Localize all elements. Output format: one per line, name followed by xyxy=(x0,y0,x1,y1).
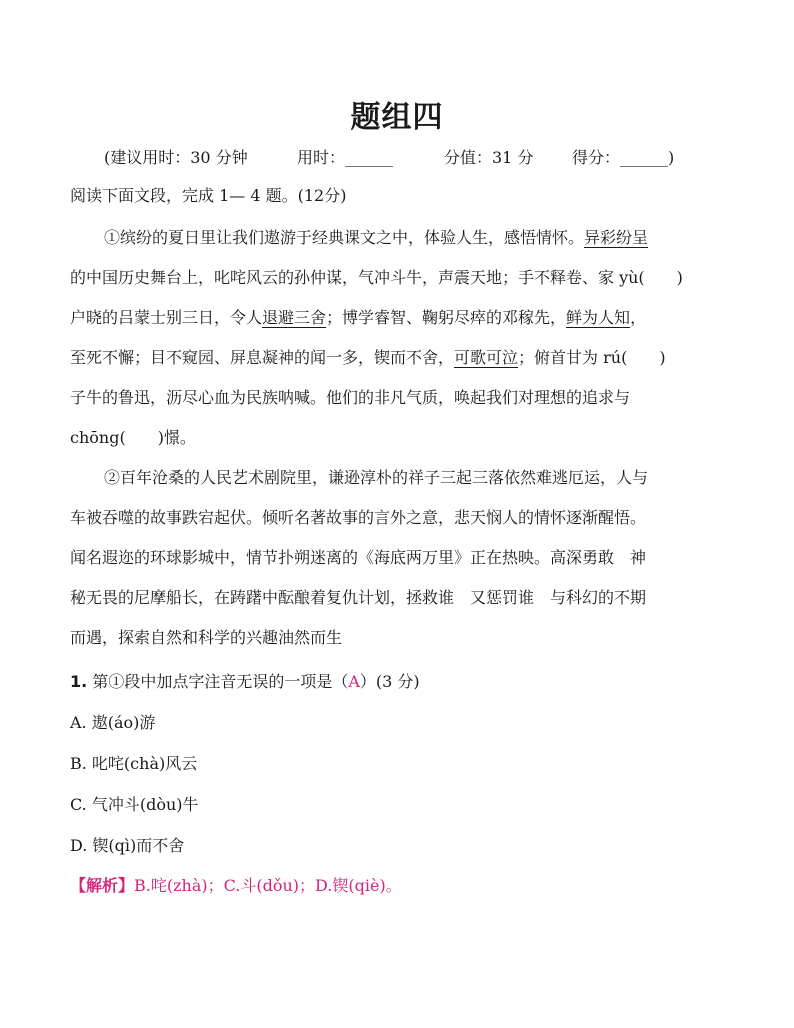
page-title: 题组四 xyxy=(350,100,444,135)
paragraph-2-line-5: 而遇，探索自然和科学的兴趣油然而生 xyxy=(70,628,343,647)
option-b: B. 叱咤(chà)风云 xyxy=(70,754,198,773)
answer-letter: A xyxy=(348,672,360,691)
paragraph-1-line-5: 子牛的鲁迅，沥尽心血为民族呐喊。他们的非凡气质，唤起我们对理想的追求与 xyxy=(70,388,631,407)
analysis-tag: 【解析】 xyxy=(70,876,135,895)
underlined-idiom: 异彩纷呈 xyxy=(584,228,649,247)
paragraph-1-line-3: 户晓的吕蒙士别三日，令人退避三舍；博学睿智、鞠躬尽瘁的邓稼先，鲜为人知， xyxy=(70,308,647,327)
underlined-idiom: 可歌可泣 xyxy=(454,348,519,367)
score-got: 得分：______) xyxy=(572,148,675,167)
analysis xyxy=(70,873,402,896)
paragraph-2-line-3: 闻名遐迩的环球影城中，情节扑朔迷离的《海底两万里》正在热映。高深勇敢 神 xyxy=(70,548,647,567)
paragraph-1 xyxy=(70,218,730,458)
question-1-stem: 1. 第①段中加点字注音无误的一项是（A）(3 分) xyxy=(70,672,420,691)
paragraph-2-line-1: ②百年沧桑的人民艺术剧院里，谦逊淳朴的祥子三起三落依然难逃厄运，人与 xyxy=(104,468,649,487)
underlined-idiom: 鲜为人知 xyxy=(566,308,631,327)
score-value: 分值：31 分 xyxy=(444,148,534,167)
time-used: 用时：______ xyxy=(297,148,394,167)
reading-instruction: 阅读下面文段，完成 1— 4 题。(12分) xyxy=(70,186,347,205)
option-d: D. 锲(qì)而不舍 xyxy=(70,836,185,855)
underlined-idiom: 退避三舍 xyxy=(262,308,327,327)
paragraph-1-line-2: 的中国历史舞台上，叱咤风云的孙仲谋，气冲斗牛，声震天地；手不释卷、家 yù( ) xyxy=(70,268,683,287)
paragraph-2 xyxy=(70,458,730,658)
question-number: 1. xyxy=(70,672,88,691)
option-a: A. 遨(áo)游 xyxy=(70,713,156,732)
exercise-meta xyxy=(104,145,744,168)
suggested-time: (建议用时：30 分钟 xyxy=(104,148,248,167)
paragraph-2-line-2: 车被吞噬的故事跌宕起伏。倾听名著故事的言外之意，悲天悯人的情怀逐渐醒悟。 xyxy=(70,508,647,527)
option-c: C. 气冲斗(dòu)牛 xyxy=(70,795,199,814)
paragraph-2-line-4: 秘无畏的尼摩船长，在踌躇中酝酿着复仇计划，拯救谁 又惩罚谁 与科幻的不期 xyxy=(70,588,647,607)
paragraph-1-line-1: ①缤纷的夏日里让我们遨游于经典课文之中，体验人生，感悟情怀。异彩纷呈 xyxy=(104,228,649,247)
paragraph-1-line-6: chōng( )憬。 xyxy=(70,428,196,447)
analysis-text: B.咤(zhà)；C.斗(dǒu)；D.锲(qiè)。 xyxy=(134,876,402,895)
paragraph-1-line-4: 至死不懈；目不窥园、屏息凝神的闻一多，锲而不舍，可歌可泣；俯首甘为 rú( ) xyxy=(70,348,666,367)
